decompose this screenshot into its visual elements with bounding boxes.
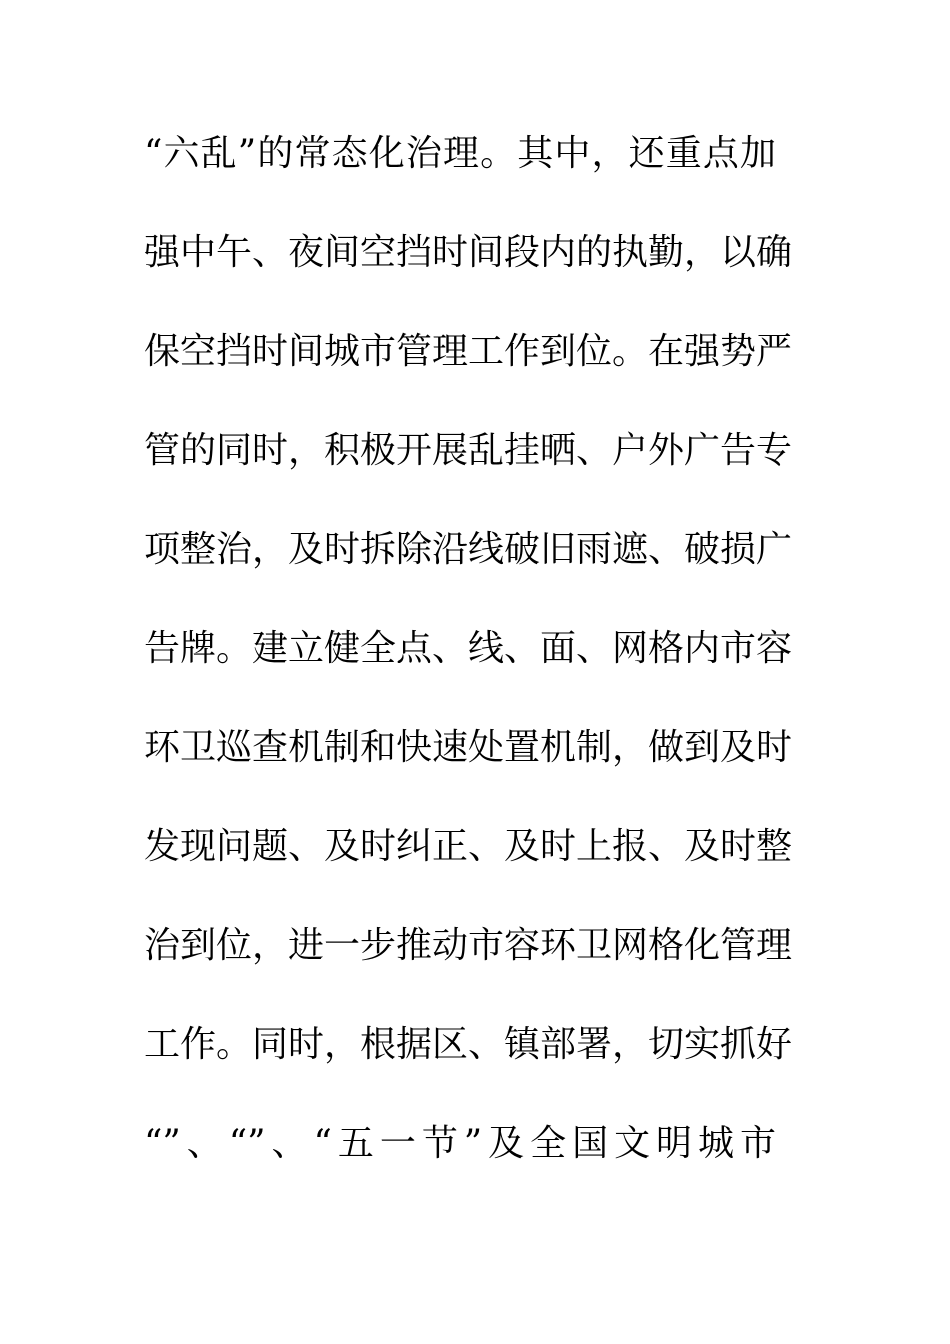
text-line: 告牌。建立健全点、线、面、网格内市容 xyxy=(144,628,793,669)
text-line: 管的同时，积极开展乱挂晒、户外广告专 xyxy=(144,430,793,471)
text-line: 环卫巡查机制和快速处置机制，做到及时 xyxy=(144,727,793,768)
text-line: 保空挡时间城市管理工作到位。在强势严 xyxy=(144,331,793,372)
text-line: 强中午、夜间空挡时间段内的执勤，以确 xyxy=(144,232,793,273)
text-line: 项整治，及时拆除沿线破旧雨遮、破损广 xyxy=(144,529,793,570)
text-line: 治到位，进一步推动市容环卫网格化管理 xyxy=(144,925,793,966)
text-line: 工作。同时，根据区、镇部署，切实抓好 xyxy=(144,1024,793,1065)
text-line: 发现问题、及时纠正、及时上报、及时整 xyxy=(144,826,793,867)
body-text xyxy=(144,124,793,1213)
text-line: “”、“”、“五一节”及全国文明城市 xyxy=(144,1123,776,1164)
text-line: “六乱”的常态化治理。其中，还重点加 xyxy=(144,133,776,174)
